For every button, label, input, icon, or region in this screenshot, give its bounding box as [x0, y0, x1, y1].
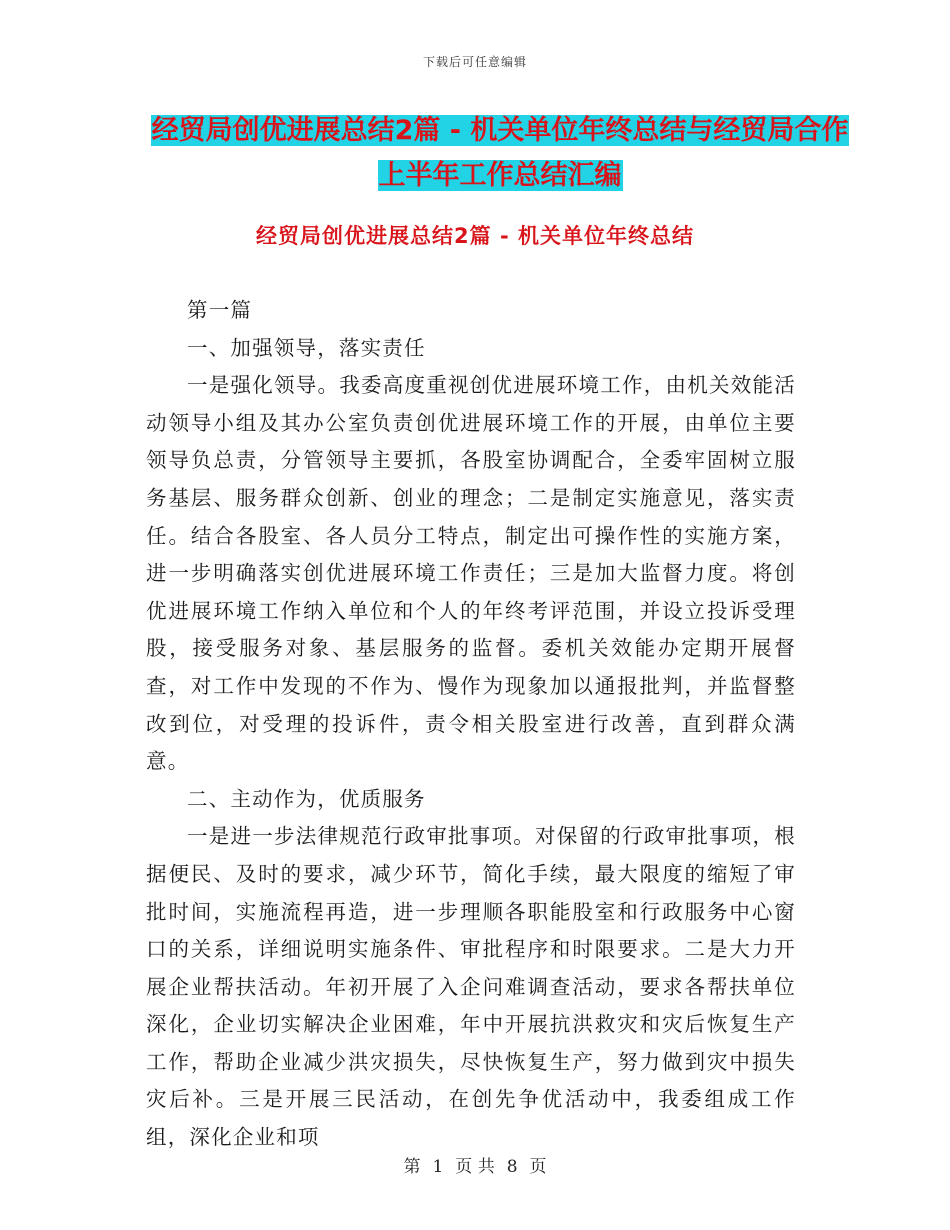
heading-proactive-service: 二、主动作为，优质服务	[187, 786, 426, 811]
paragraph-part-label: 第一篇	[187, 298, 253, 322]
paragraph-service: 一是进一步法律规范行政审批事项。对保留的行政审批事项，根据便民、及时的要求，减少环节，简化手续，最大限度的缩短了审批时间，实施流程再造，进一步理顺各职能股室和行政服务中心窗口的关系，详细说明实施条件、审批程序和时限要求。二是大力开展企业帮扶活动。年初开展了入企问难调查活动，要求各帮扶单位深化，企业切实解决企业困难，年中开展抗洪救灾和灾后恢复生产工作，帮助企业减少洪灾损失，尽快恢复生产，努力做到灾中损失灾后补。三是开展三民活动，在创先争优活动中，我委组成工作组，深化企业和项	[146, 824, 796, 1150]
header-note: 下载后可任意编辑	[422, 55, 527, 69]
section-title: 经贸局创优进展总结2篇 - 机关单位年终总结	[256, 224, 694, 248]
footer-page-number: 1	[432, 1157, 444, 1177]
document-title	[150, 108, 850, 198]
paragraph-leadership: 一是强化领导。我委高度重视创优进展环境工作，由机关效能活动领导小组及其办公室负责创优进展环境工作的开展，由单位主要领导负总责，分管领导主要抓，各股室协调配合，全委牢固树立服务基层、服务群众创新、创业的理念；二是制定实施意见，落实责任。结合各股室、各人员分工特点，制定出可操作性的实施方案，进一步明确落实创优进展环境工作责任；三是加大监督力度。将创优进展环境工作纳入单位和个人的年终考评范围，并设立投诉受理股，接受服务对象、基层服务的监督。委机关效能办定期开展督查，对工作中发现的不作为、慢作为现象加以通报批判，并监督整改到位，对受理的投诉件，责令相关股室进行改善，直到群众满意。	[146, 373, 796, 774]
footer-prefix: 第	[403, 1157, 421, 1177]
footer-suffix: 页	[529, 1157, 547, 1177]
document-title-text: 经贸局创优进展总结2篇 - 机关单位年终总结与经贸局合作上半年工作总结汇编	[151, 115, 849, 191]
heading-strengthen-leadership: 一、加强领导，落实责任	[187, 335, 426, 360]
footer-total-pages: 8	[506, 1157, 518, 1177]
page-footer	[0, 1152, 950, 1177]
document-body	[146, 292, 796, 1157]
footer-middle: 页 共	[455, 1157, 495, 1177]
